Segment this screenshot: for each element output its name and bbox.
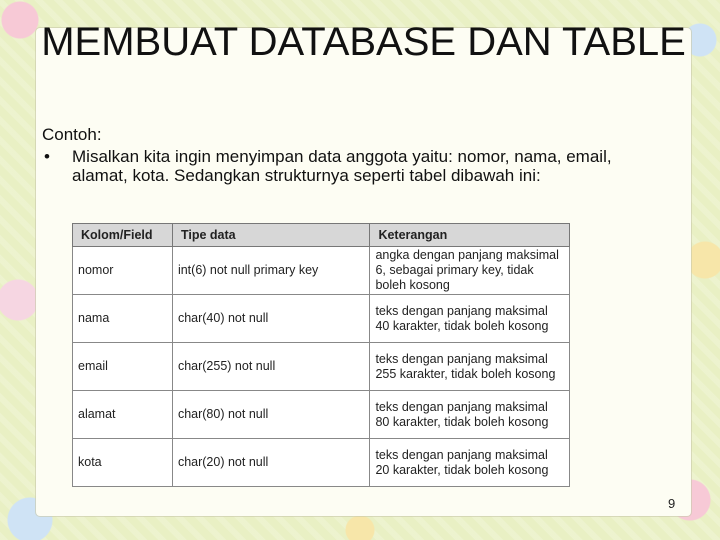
table-row bbox=[73, 439, 570, 487]
page-number: 9 bbox=[668, 496, 676, 511]
table-row bbox=[73, 247, 570, 295]
cell-description: teks dengan panjang maksimal 255 karakter, tidak boleh kosong bbox=[370, 343, 570, 391]
cell-type: char(80) not null bbox=[172, 391, 369, 439]
header-keterangan: Keterangan bbox=[370, 224, 570, 247]
header-tipe-data: Tipe data bbox=[172, 224, 369, 247]
slide-title: MEMBUAT DATABASE DAN TABLE bbox=[41, 20, 686, 64]
intro-text: Contoh: bbox=[42, 125, 102, 144]
table-header-row bbox=[73, 224, 570, 247]
field-structure-table bbox=[72, 223, 570, 487]
bullet-marker: • bbox=[44, 147, 50, 166]
cell-type: int(6) not null primary key bbox=[172, 247, 369, 295]
cell-description: teks dengan panjang maksimal 40 karakter, tidak boleh kosong bbox=[370, 295, 570, 343]
header-kolom-field: Kolom/Field bbox=[73, 224, 173, 247]
table-row bbox=[73, 343, 570, 391]
cell-type: char(255) not null bbox=[172, 343, 369, 391]
cell-description: teks dengan panjang maksimal 20 karakter, tidak boleh kosong bbox=[370, 439, 570, 487]
cell-description: teks dengan panjang maksimal 80 karakter, tidak boleh kosong bbox=[370, 391, 570, 439]
table-row bbox=[73, 295, 570, 343]
cell-type: char(40) not null bbox=[172, 295, 369, 343]
cell-field: nama bbox=[73, 295, 173, 343]
cell-description: angka dengan panjang maksimal 6, sebagai primary key, tidak boleh kosong bbox=[370, 247, 570, 295]
cell-field: nomor bbox=[73, 247, 173, 295]
cell-type: char(20) not null bbox=[172, 439, 369, 487]
cell-field: alamat bbox=[73, 391, 173, 439]
cell-field: email bbox=[73, 343, 173, 391]
slide-body bbox=[42, 125, 672, 185]
bullet-item bbox=[42, 147, 672, 185]
cell-field: kota bbox=[73, 439, 173, 487]
bullet-text: Misalkan kita ingin menyimpan data anggota yaitu: nomor, nama, email, alamat, kota. Sedangkan strukturnya seperti tabel dibawah ini: bbox=[72, 147, 612, 185]
table-row bbox=[73, 391, 570, 439]
